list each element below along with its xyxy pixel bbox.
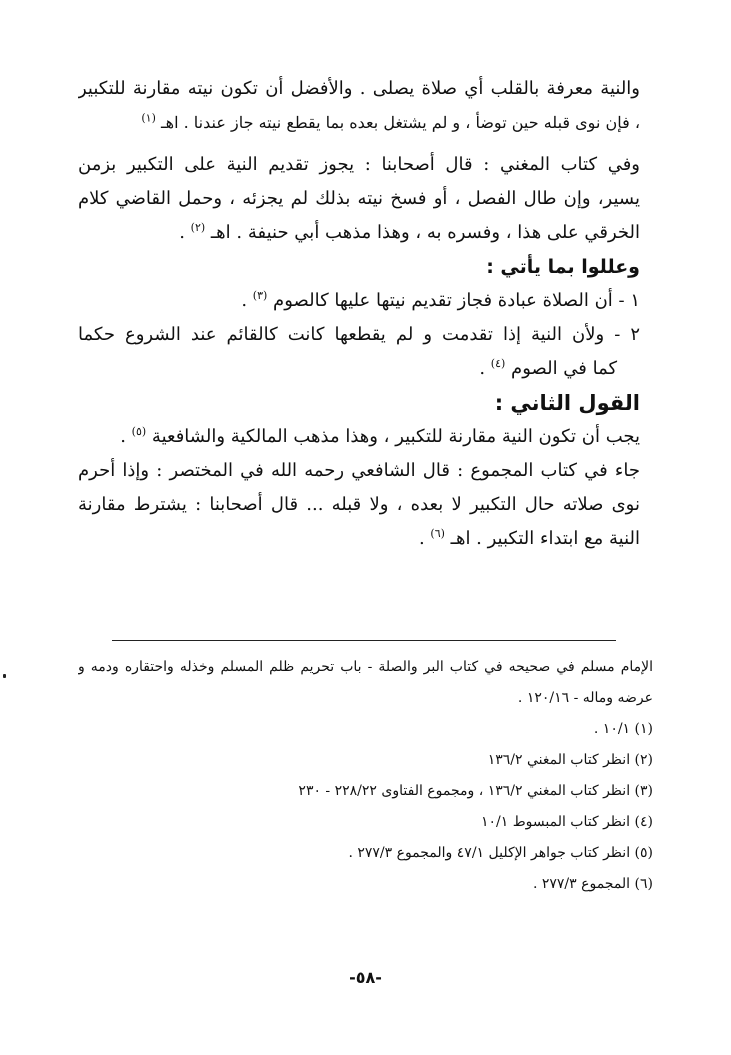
paragraph-3-line-1 bbox=[78, 420, 640, 454]
footnote-number: (١) bbox=[634, 721, 653, 737]
footnote-number: (٢) bbox=[634, 752, 653, 768]
paragraph-4-period: . bbox=[418, 528, 425, 549]
footnote-number: (٤) bbox=[634, 814, 653, 830]
paragraph-3-period: . bbox=[120, 426, 126, 447]
footnote-ref-3: (٣) bbox=[252, 289, 268, 302]
footnote-item-6 bbox=[78, 869, 653, 900]
footnote-text: المجموع ٢٧٧/٣ . bbox=[532, 876, 631, 892]
footnote-ref-2: (٢) bbox=[190, 221, 206, 234]
footnote-ref-6: (٦) bbox=[430, 527, 445, 540]
footnote-text: انظر كتاب المغني ١٣٦/٢ ، ومجموع الفتاوى ٢٢٨/٢٢ - ٢٣٠ bbox=[298, 783, 631, 799]
list-item-1 bbox=[78, 284, 640, 318]
paragraph-1-line-2 bbox=[78, 106, 640, 140]
footnote-continuation-line-1: الإمام مسلم في صحيحه في كتاب البر والصلة - باب تحريم ظلم المسلم وخذله واحتقاره ودمه و bbox=[78, 659, 653, 675]
paragraph-2-line-3 bbox=[78, 216, 640, 250]
footnote-continuation-line-2: عرضه وماله - ١٢٠/١٦ . bbox=[517, 690, 653, 706]
footnote-number: (٦) bbox=[634, 876, 653, 892]
footnote-item-2 bbox=[78, 745, 653, 776]
footnote-ref-5: (٥) bbox=[131, 425, 147, 438]
section-heading-reasons: وعللوا بما يأتي : bbox=[486, 256, 640, 278]
list-item-2-line-2-text: كما في الصوم bbox=[511, 358, 618, 379]
footnote-item-1 bbox=[78, 714, 653, 745]
footnote-item-5 bbox=[78, 838, 653, 869]
list-item-2-line-2 bbox=[78, 352, 640, 386]
paragraph-1-line-2-text: ، فإن نوى قبله حين توضأ ، و لم يشتغل بعده بما يقطع نيته جاز عندنا . اهـ bbox=[160, 113, 640, 132]
footnote-number: (٥) bbox=[634, 845, 653, 861]
paragraph-4-line-3-text: النية مع ابتداء التكبير . اهـ bbox=[450, 528, 640, 549]
list-item-1-period: . bbox=[241, 290, 248, 311]
footnote-item-4 bbox=[78, 807, 653, 838]
footnote-divider bbox=[112, 640, 616, 641]
paragraph-2-period: . bbox=[179, 222, 185, 243]
footnotes-section bbox=[78, 652, 653, 900]
footnote-ref-4: (٤) bbox=[490, 357, 506, 370]
footnote-text: انظر كتاب جواهر الإكليل ٤٧/١ والمجموع ٢٧٧/٣ . bbox=[348, 845, 631, 861]
list-item-2-line-1: ٢ - ولأن النية إذا تقدمت و لم يقطعها كانت كالقائم عند الشروع حكما bbox=[78, 324, 640, 345]
paragraph-4-line-1: جاء في كتاب المجموع : قال الشافعي رحمه الله في المختصر : وإذا أحرم bbox=[78, 460, 640, 481]
paragraph-1-line-1: والنية معرفة بالقلب أي صلاة يصلى . والأفضل أن تكون نيته مقارنة للتكبير bbox=[78, 78, 640, 99]
footnote-number: (٣) bbox=[634, 783, 653, 799]
footnote-text: انظر كتاب المبسوط ١٠/١ bbox=[480, 814, 631, 830]
footnote-ref-1: (١) bbox=[141, 111, 156, 125]
margin-mark bbox=[3, 674, 6, 678]
main-text bbox=[78, 72, 640, 556]
paragraph-4-line-3 bbox=[78, 522, 640, 556]
footnote-item-3 bbox=[78, 776, 653, 807]
section-heading-second-opinion: القول الثاني : bbox=[494, 391, 640, 415]
paragraph-2-line-1: وفي كتاب المغني : قال أصحابنا : يجوز تقديم النية على التكبير بزمن bbox=[78, 154, 640, 175]
list-item-1-text: ١ - أن الصلاة عبادة فجاز تقديم نيتها عليها كالصوم bbox=[273, 290, 640, 311]
paragraph-gap bbox=[78, 140, 640, 148]
list-item-2-period: . bbox=[479, 358, 486, 379]
footnote-text: ١٠/١ . bbox=[593, 721, 631, 737]
page-number: -٥٨- bbox=[349, 968, 382, 987]
paragraph-3-text: يجب أن تكون النية مقارنة للتكبير ، وهذا مذهب المالكية والشافعية bbox=[151, 426, 640, 447]
paragraph-2-line-2: يسير، وإن طال الفصل ، أو فسخ نيته بذلك لم يجزئه ، وحمل القاضي كلام bbox=[78, 188, 640, 209]
paragraph-2-line-3-text: الخرقي على هذا ، وفسره به ، وهذا مذهب أبي حنيفة . اهـ bbox=[210, 222, 640, 243]
paragraph-4-line-2: نوى صلاته حال التكبير لا بعده ، ولا قبله ... قال أصحابنا : يشترط مقارنة bbox=[78, 494, 640, 515]
footnote-text: انظر كتاب المغني ١٣٦/٢ bbox=[487, 752, 631, 768]
